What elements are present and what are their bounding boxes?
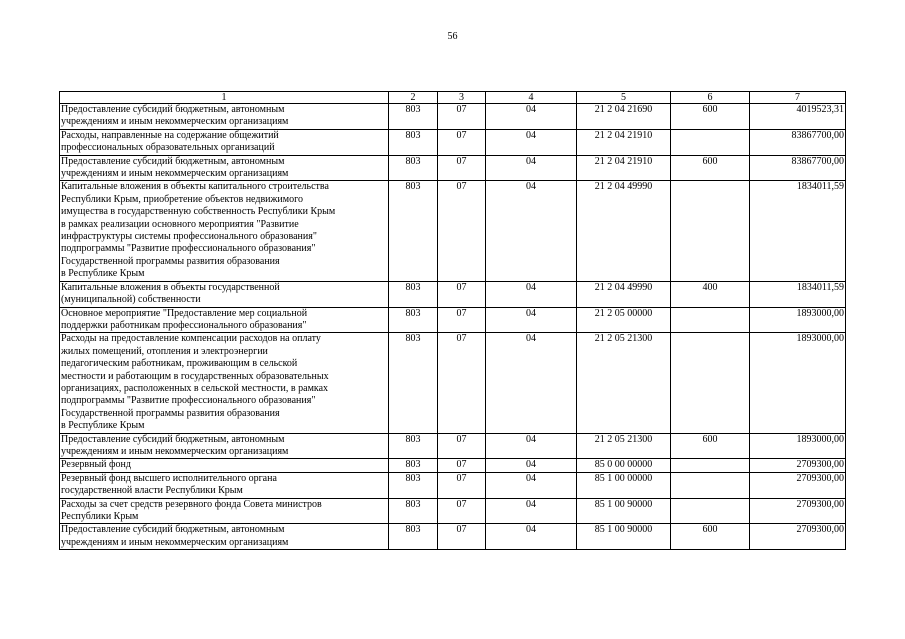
table-row [60,524,846,550]
cell-name [60,181,389,281]
cell-name [60,307,389,333]
cell-expense-type [671,129,750,155]
table-body [60,104,846,550]
cell-name-line: государственной власти Республики Крым [61,485,243,497]
cell-name-line: Расходы, направленные на содержание общежитий [61,129,279,141]
cell-name-line: Государственной программы развития образования [61,407,280,419]
cell-name-line: инфраструктуры системы профессионального образования" [61,231,317,243]
table-row [60,472,846,498]
cell-subsection: 04 [486,307,577,333]
cell-amount: 1834011,59 [750,281,846,307]
cell-amount: 2709300,00 [750,472,846,498]
cell-name [60,281,389,307]
cell-name-line: Расходы на предоставление компенсации расходов на оплату [61,333,321,345]
cell-section: 07 [438,472,486,498]
cell-name-line: Расходы за счет средств резервного фонда Совета министров [61,498,322,510]
cell-expense-type: 600 [671,524,750,550]
cell-section: 07 [438,333,486,433]
cell-name-line: жилых помещений, отопления и электроэнергии [61,345,268,357]
cell-name-line: Предоставление субсидий бюджетным, автономным [61,524,285,536]
cell-name [60,333,389,433]
cell-name-line: Государственной программы развития образования [61,255,280,267]
cell-name-line: в Республике Крым [61,420,145,432]
cell-section: 07 [438,459,486,472]
cell-name [60,498,389,524]
table-header-row [60,92,846,104]
cell-amount: 1893000,00 [750,433,846,459]
cell-expense-type [671,459,750,472]
cell-subsection: 04 [486,281,577,307]
cell-grbs: 803 [389,307,438,333]
cell-name-line: учреждениям и иным некоммерческим организациям [61,168,289,180]
table-row [60,433,846,459]
cell-target-article: 85 1 00 90000 [577,498,671,524]
cell-subsection: 04 [486,104,577,130]
cell-name [60,472,389,498]
cell-subsection: 04 [486,472,577,498]
cell-subsection: 04 [486,524,577,550]
cell-amount: 83867700,00 [750,155,846,181]
cell-target-article: 85 1 00 90000 [577,524,671,550]
cell-name [60,155,389,181]
cell-expense-type: 400 [671,281,750,307]
table-row [60,155,846,181]
cell-name-line: подпрограммы "Развитие профессионального образования" [61,395,316,407]
cell-name-line: Предоставление субсидий бюджетным, автономным [61,433,285,445]
header-col-6: 6 [671,92,750,104]
cell-name-line: Предоставление субсидий бюджетным, автономным [61,155,285,167]
cell-section: 07 [438,104,486,130]
cell-name [60,104,389,130]
cell-name [60,459,389,472]
cell-subsection: 04 [486,129,577,155]
cell-name [60,433,389,459]
table-row [60,181,846,281]
cell-grbs: 803 [389,433,438,459]
cell-name-line: Резервный фонд [61,459,131,471]
cell-grbs: 803 [389,472,438,498]
cell-section: 07 [438,129,486,155]
table-row [60,459,846,472]
header-col-5: 5 [577,92,671,104]
cell-expense-type: 600 [671,155,750,181]
cell-name-line: имущества в государственную собственность Республики Крым [61,206,336,218]
cell-subsection: 04 [486,498,577,524]
cell-expense-type [671,472,750,498]
cell-name-line: подпрограммы "Развитие профессионального образования" [61,243,316,255]
cell-target-article: 85 0 00 00000 [577,459,671,472]
cell-target-article: 21 2 05 00000 [577,307,671,333]
table-row [60,281,846,307]
cell-expense-type [671,333,750,433]
table-row [60,129,846,155]
cell-target-article: 21 2 04 49990 [577,181,671,281]
cell-section: 07 [438,281,486,307]
header-col-1: 1 [60,92,389,104]
cell-grbs: 803 [389,281,438,307]
cell-section: 07 [438,498,486,524]
cell-name [60,129,389,155]
budget-table [59,91,846,550]
cell-subsection: 04 [486,181,577,281]
cell-name [60,524,389,550]
cell-grbs: 803 [389,129,438,155]
cell-expense-type: 600 [671,433,750,459]
header-col-4: 4 [486,92,577,104]
cell-expense-type [671,307,750,333]
cell-grbs: 803 [389,155,438,181]
cell-amount: 1893000,00 [750,307,846,333]
cell-target-article: 21 2 05 21300 [577,333,671,433]
cell-name-line: Капитальные вложения в объекты капитального строительства [61,181,329,193]
table-row [60,498,846,524]
cell-section: 07 [438,181,486,281]
header-col-2: 2 [389,92,438,104]
cell-expense-type [671,181,750,281]
cell-grbs: 803 [389,459,438,472]
cell-name-line: поддержки работникам профессионального образования" [61,319,307,331]
header-col-3: 3 [438,92,486,104]
table-row [60,307,846,333]
cell-name-line: местности и работающим в государственных образовательных [61,370,329,382]
header-col-7: 7 [750,92,846,104]
cell-subsection: 04 [486,155,577,181]
cell-amount: 2709300,00 [750,459,846,472]
cell-name-line: организациях, расположенных в сельской местности, в рамках [61,382,329,394]
cell-name-line: педагогическим работникам, проживающим в сельской [61,358,298,370]
cell-target-article: 21 2 04 21690 [577,104,671,130]
cell-subsection: 04 [486,333,577,433]
cell-target-article: 21 2 04 21910 [577,129,671,155]
cell-name-line: Основное мероприятие "Предоставление мер социальной [61,307,308,319]
cell-name-line: в Республике Крым [61,268,145,280]
cell-target-article: 21 2 05 21300 [577,433,671,459]
cell-grbs: 803 [389,498,438,524]
cell-name-line: Республики Крым [61,511,139,522]
cell-name-line: Республики Крым, приобретение объектов недвижимого [61,193,303,205]
cell-expense-type [671,498,750,524]
cell-amount: 4019523,31 [750,104,846,130]
cell-name-line: Предоставление субсидий бюджетным, автономным [61,104,285,115]
cell-name-line: Капитальные вложения в объекты государственной [61,281,280,293]
cell-amount: 2709300,00 [750,498,846,524]
cell-section: 07 [438,433,486,459]
cell-section: 07 [438,307,486,333]
cell-grbs: 803 [389,524,438,550]
cell-amount: 83867700,00 [750,129,846,155]
cell-amount: 1893000,00 [750,333,846,433]
cell-amount: 1834011,59 [750,181,846,281]
cell-subsection: 04 [486,433,577,459]
table-row [60,104,846,130]
cell-grbs: 803 [389,104,438,130]
cell-subsection: 04 [486,459,577,472]
cell-section: 07 [438,155,486,181]
cell-amount: 2709300,00 [750,524,846,550]
cell-target-article: 21 2 04 21910 [577,155,671,181]
cell-name-line: профессиональных образовательных организаций [61,142,275,154]
cell-grbs: 803 [389,181,438,281]
cell-name-line: учреждениям и иным некоммерческим организациям [61,445,289,457]
cell-name-line: в рамках реализации основного мероприятия "Развитие [61,218,299,230]
cell-section: 07 [438,524,486,550]
cell-name-line: учреждениям и иным некоммерческим организациям [61,116,289,128]
cell-name-line: Резервный фонд высшего исполнительного органа [61,472,277,484]
cell-name-line: учреждениям и иным некоммерческим организациям [61,536,289,548]
cell-expense-type: 600 [671,104,750,130]
cell-target-article: 21 2 04 49990 [577,281,671,307]
page-number: 56 [447,31,458,42]
table-row [60,333,846,433]
cell-name-line: (муниципальной) собственности [61,294,201,306]
cell-target-article: 85 1 00 00000 [577,472,671,498]
cell-grbs: 803 [389,333,438,433]
